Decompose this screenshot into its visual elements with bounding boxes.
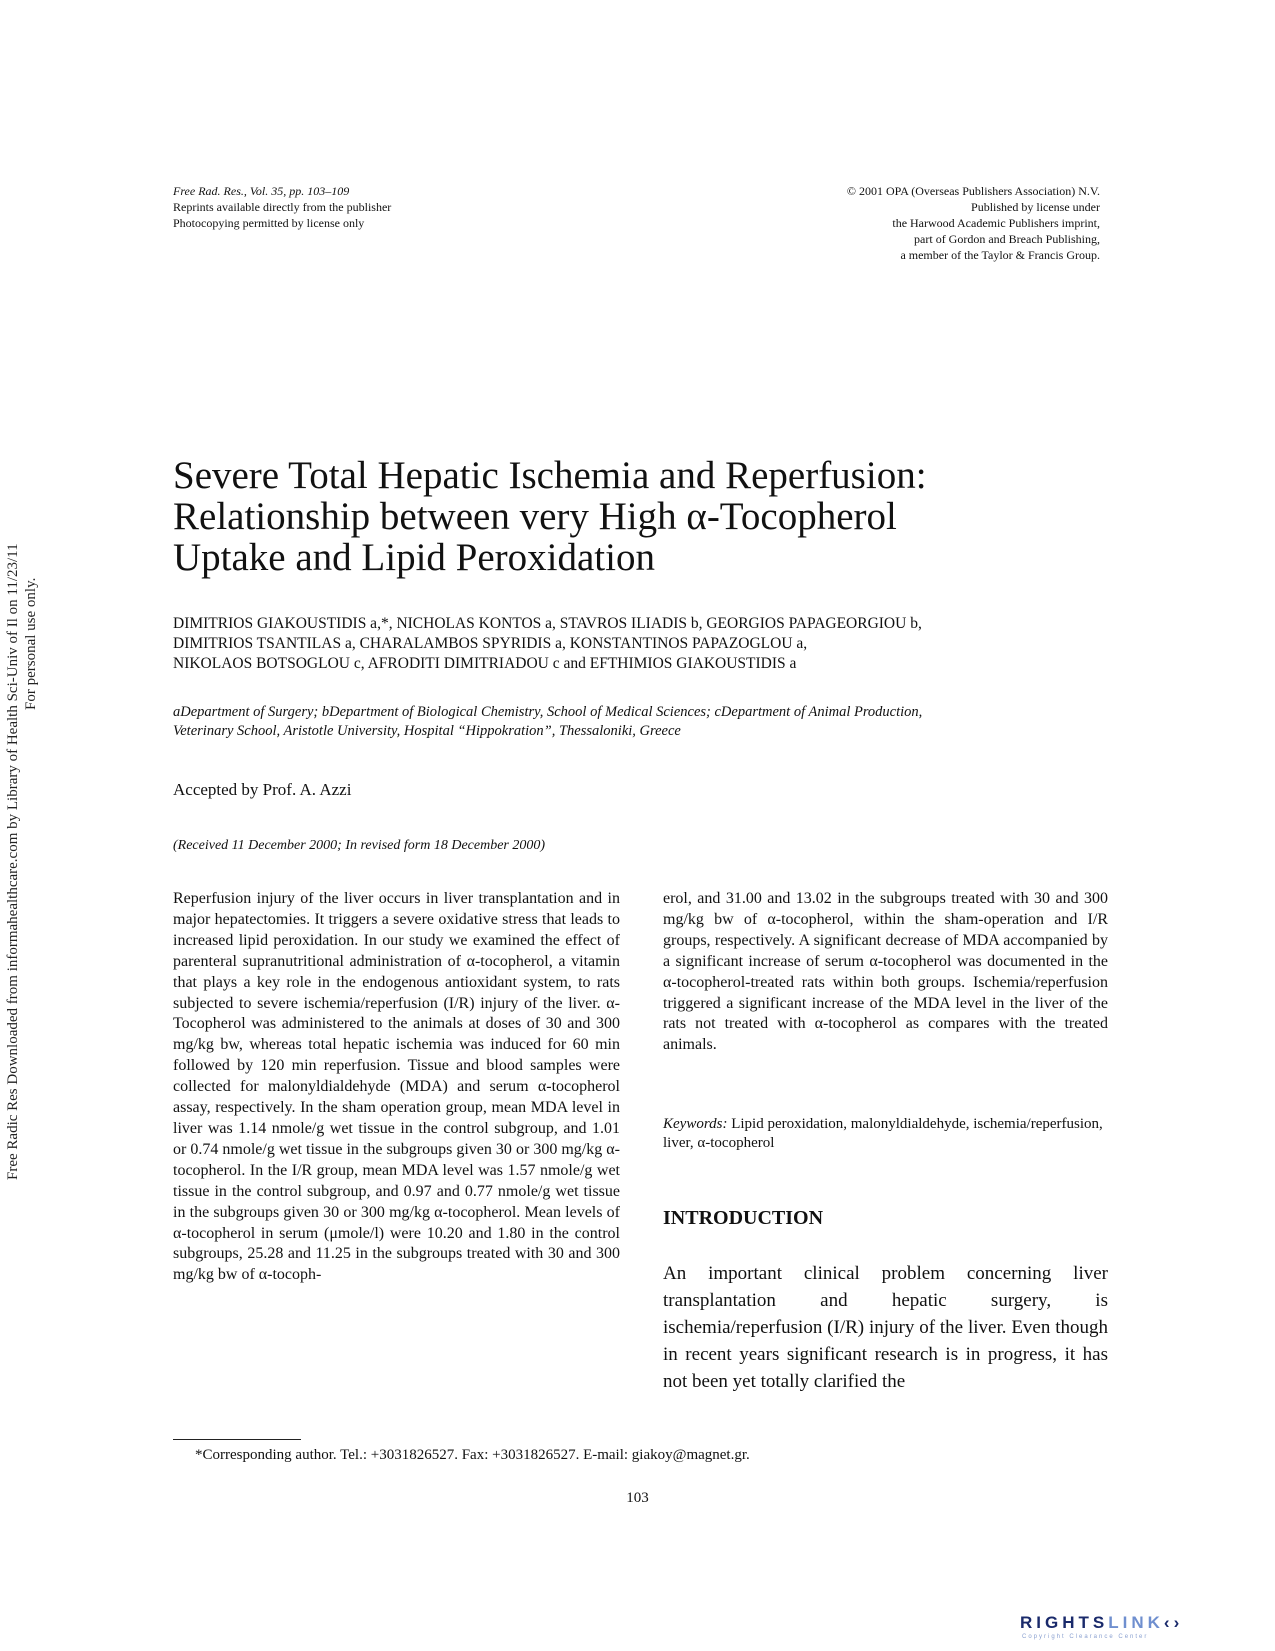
publisher-line-1: © 2001 OPA (Overseas Publishers Association) N.V. xyxy=(846,184,1100,198)
title-line-1: Severe Total Hepatic Ischemia and Reperfusion: xyxy=(173,454,927,497)
rightslink-arrow-icon: ‹› xyxy=(1163,1613,1184,1632)
received-dates: (Received 11 December 2000; In revised form 18 December 2000) xyxy=(173,838,546,853)
journal-line-3: Photocopying permitted by license only xyxy=(173,216,365,230)
abstract-right-column: erol, and 31.00 and 13.02 in the subgroups treated with 30 and 300 mg/kg bw of α-tocopherol, within the sham-operation and I/R groups, respectively. A significant decrease of MDA accompanied by a significant increase of serum α-tocopherol was documented in the α-tocopherol-treated rats within both groups. Ischemia/reperfusion triggered a significant increase of the MDA level in the liver of the rats not treated with α-tocopherol as compares with the treated animals. xyxy=(663,890,1108,1054)
publisher-line-4: part of Gordon and Breach Publishing, xyxy=(914,232,1100,246)
article-title xyxy=(173,455,1103,578)
publisher-line-5: a member of the Taylor & Francis Group. xyxy=(900,248,1100,262)
keywords xyxy=(663,1115,1108,1153)
introduction-text: An important clinical problem concerning liver transplantation and hepatic surgery, is ischemia/reperfusion (I/R) injury of the liver. Even though in recent years significant research is in progress, it has not been yet totally clarified the xyxy=(663,1263,1108,1392)
download-watermark xyxy=(0,0,60,1651)
affiliations xyxy=(173,703,1113,741)
rightslink-logo-part-1: RIGHTS xyxy=(1020,1613,1109,1632)
rightslink-logo[interactable] xyxy=(1020,1613,1183,1633)
footnote-divider xyxy=(173,1439,301,1440)
title-line-3: Uptake and Lipid Peroxidation xyxy=(173,536,655,579)
abstract-left-column: Reperfusion injury of the liver occurs in liver transplantation and in major hepatectomies. It triggers a severe oxidative stress that leads to increased lipid peroxidation. In our study we examined the effect of parenteral supranutritional administration of α-tocopherol, a vitamin that plays a key role in the endogenous antioxidant system, to rats subjected to severe ischemia/reperfusion (I/R) injury of the liver. α-Tocopherol was administered to the animals at doses of 30 and 300 mg/kg bw, whereas total hepatic ischemia was induced for 60 min followed by 120 min reperfusion. Tissue and blood samples were collected for malonyldialdehyde (MDA) and serum α-tocopherol assay, respectively. In the sham operation group, mean MDA level in liver was 1.14 nmole/g wet tissue in the control subgroup, and 1.01 or 0.74 nmole/g wet tissue in the subgroups given 30 or 300 mg/kg α-tocopherol. In the I/R group, mean MDA level was 1.57 nmole/g wet tissue in the control subgroup, and 0.97 and 0.77 nmole/g wet tissue in the subgroups given 30 or 300 mg/kg α-tocopherol. Mean levels of α-tocopherol in serum (μmole/l) were 10.20 and 1.80 in the control subgroups, 25.28 and 11.25 in the subgroups treated with 30 and 300 mg/kg bw of α-tocoph- xyxy=(173,890,620,1284)
corresponding-author-footnote: *Corresponding author. Tel.: +3031826527. Fax: +3031826527. E-mail: giakoy@magnet.gr. xyxy=(195,1447,750,1463)
journal-line-1: Free Rad. Res., Vol. 35, pp. 103–109 xyxy=(173,184,350,198)
accepted-by: Accepted by Prof. A. Azzi xyxy=(173,780,352,799)
watermark-line-1: Free Radic Res Downloaded from informahealthcare.com by Library of Health Sci-Univ of Il on 11/23/11 xyxy=(5,543,21,1180)
affiliation-line-1: aDepartment of Surgery; bDepartment of Biological Chemistry, School of Medical Sciences; cDepartment of Animal Production, xyxy=(173,704,923,720)
rightslink-subtitle: Copyright Clearance Center xyxy=(1022,1634,1149,1640)
watermark-line-2: For personal use only. xyxy=(23,577,39,710)
keywords-label: Keywords: xyxy=(663,1116,728,1132)
journal-citation xyxy=(173,183,391,231)
author-list xyxy=(173,614,1123,674)
watermark-text xyxy=(4,543,40,1180)
affiliation-line-2: Veterinary School, Aristotle University, Hospital “Hippokration”, Thessaloniki, Greece xyxy=(173,723,681,739)
authors-line-3: NIKOLAOS BOTSOGLOU c, AFRODITI DIMITRIADOU c and EFTHIMIOS GIAKOUSTIDIS a xyxy=(173,655,797,672)
publisher-line-2: Published by license under xyxy=(971,200,1100,214)
publisher-line-3: the Harwood Academic Publishers imprint, xyxy=(892,216,1100,230)
journal-line-2: Reprints available directly from the publisher xyxy=(173,200,392,214)
rightslink-logo-part-2: LINK xyxy=(1108,1613,1164,1632)
authors-line-2: DIMITRIOS TSANTILAS a, CHARALAMBOS SPYRIDIS a, KONSTANTINOS PAPAZOGLOU a, xyxy=(173,635,808,652)
page-number: 103 xyxy=(626,1490,649,1506)
authors-line-1: DIMITRIOS GIAKOUSTIDIS a,*, NICHOLAS KONTOS a, STAVROS ILIADIS b, GEORGIOS PAPAGEORGIOU b, xyxy=(173,615,922,632)
keywords-text: Lipid peroxidation, malonyldialdehyde, ischemia/reperfusion, liver, α-tocopherol xyxy=(663,1116,1103,1151)
introduction-heading: INTRODUCTION xyxy=(663,1207,824,1229)
publisher-info xyxy=(700,183,1100,263)
title-line-2: Relationship between very High α-Tocopherol xyxy=(173,495,897,538)
